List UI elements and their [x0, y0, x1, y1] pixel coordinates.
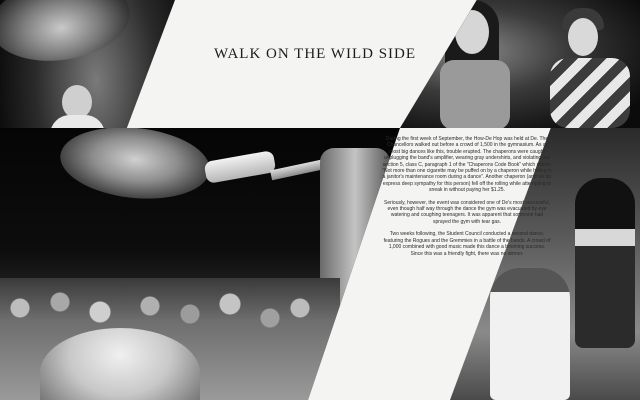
article-paragraph: During the first week of September, the How-De Hop was held at De. The Chancellors walked out before a crowd of 1,500 in the gymnasium. As at most big dances like this, trouble erupted. The chaperons were caught unplugging the band's amplifier, wearing gray undershirts, and violating law section 5, class C, paragraph 1 of the "Chaperons Code Book" which states: "Not more than one cigarette may be puffed on by a chaperon while hiding in a janitor's maintenance room during a dance". Another chaperon (and we do express deep sympathy for this person) fell off the rolling while attempting to sneak in without paying her $1.25. — [382, 136, 552, 194]
couple-photo — [400, 0, 640, 128]
girl-face — [455, 10, 489, 54]
dancing-girl — [575, 178, 635, 348]
cymbal — [0, 0, 135, 69]
article-paragraph: Two weeks following, the Student Council conducted a second dance, featuring the Rogues and the Gremmies in a battle of the bands. A crowd of 1,000 combined with good music made this dance a booming success. Since this was a friendly fight, there was no winner. — [383, 231, 551, 257]
boy-face — [568, 18, 598, 56]
article-paragraph: Seriously, however, the event was considered one of De's most successful, even though half way through the dance the gym was evacuated by eye watering and coughing teenagers. It was apparent that someone had sprayed the gym with tear gas. — [384, 199, 550, 225]
guitar-headstock — [204, 150, 277, 184]
drummer-head — [62, 85, 92, 119]
cymbal — [57, 128, 213, 206]
crowd-photo — [0, 128, 400, 400]
article-body — [382, 136, 552, 263]
page-title: WALK ON THE WILD SIDE — [213, 46, 417, 62]
boy-shirt — [550, 58, 630, 128]
dancing-boy — [490, 268, 570, 400]
girl-dress — [440, 60, 510, 128]
